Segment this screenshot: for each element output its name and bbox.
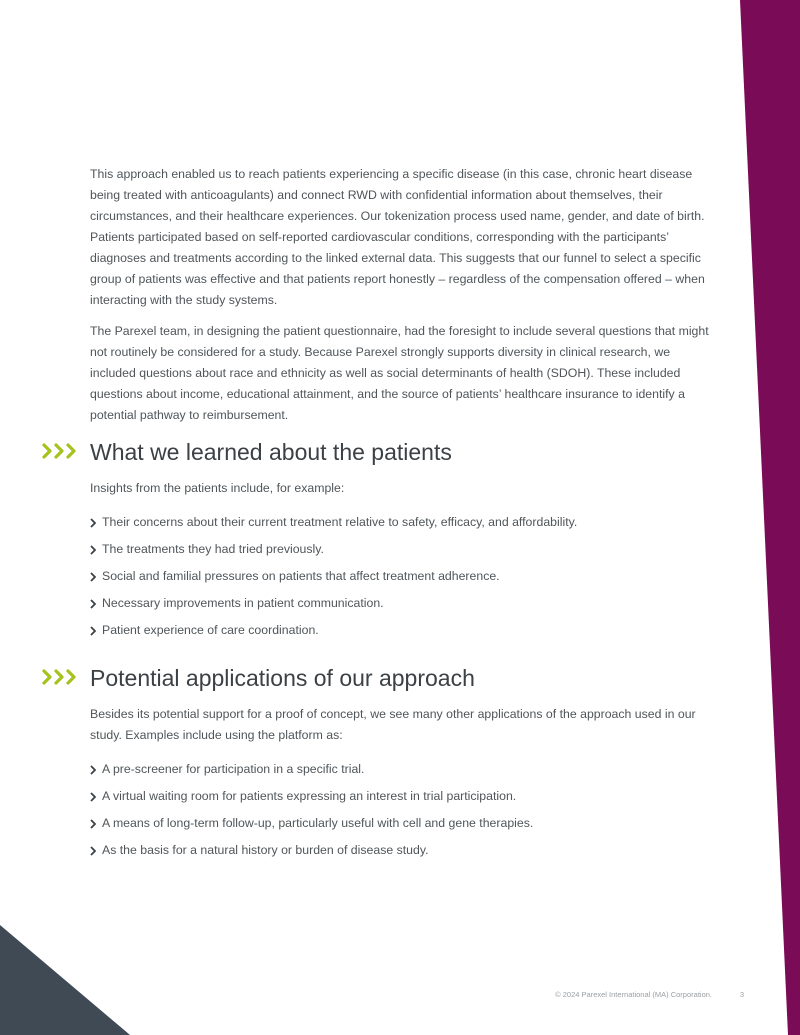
- triple-chevron-right-icon: [42, 443, 80, 459]
- body-paragraph: This approach enabled us to reach patients experiencing a specific disease (in this case, chronic heart disease being treated with anticoagulants) and connect RWD with confidential information about themselves, their circumstances, and their healthcare experiences. Our tokenization process used name, gender, and date of birth. Patients participated based on self-reported cardiovascular conditions, corresponding with the participants’ diagnoses and treatments according to the linked external data. This suggests that our funnel to select a specific group of patients was effective and that patients report honestly – regardless of the compensation offered – when interacting with the study systems.: [90, 167, 705, 307]
- list-item: [90, 617, 710, 644]
- page-number: 3: [739, 990, 744, 999]
- section-intro: Insights from the patients include, for example:: [90, 481, 345, 495]
- list-item-text: A means of long-term follow-up, particularly useful with cell and gene therapies.: [102, 816, 534, 830]
- section-heading-block: [90, 662, 710, 694]
- list-item-text: Necessary improvements in patient communication.: [102, 596, 384, 610]
- list-item-text: The treatments they had tried previously.: [102, 542, 324, 556]
- body-paragraph: The Parexel team, in designing the patient questionnaire, had the foresight to include several questions that might not routinely be considered for a study. Because Parexel strongly supports diversity in clinical research, we included questions about race and ethnicity as well as social determinants of health (SDOH). These included questions about income, educational attainment, and the source of patients’ healthcare insurance to identify a potential pathway to reimbursement.: [90, 324, 709, 422]
- list-item-text: As the basis for a natural history or burden of disease study.: [102, 843, 429, 857]
- list-item: [90, 783, 710, 810]
- list-item-text: Social and familial pressures on patients that affect treatment adherence.: [102, 569, 500, 583]
- magenta-side-band: [740, 0, 800, 1035]
- list-item: [90, 590, 710, 617]
- list-item: [90, 563, 710, 590]
- chevron-right-icon: [90, 846, 96, 856]
- list-item: [90, 756, 710, 783]
- list-item-text: A pre-screener for participation in a specific trial.: [102, 762, 365, 776]
- list-item: [90, 837, 710, 864]
- list-item: [90, 810, 710, 837]
- list-item-text: A virtual waiting room for patients expressing an interest in trial participation.: [102, 789, 517, 803]
- list-item: [90, 509, 710, 536]
- bullet-list: [90, 756, 710, 864]
- slate-corner-triangle: [0, 925, 130, 1035]
- chevron-right-icon: [90, 765, 96, 775]
- section-heading: What we learned about the patients: [90, 439, 452, 465]
- chevron-right-icon: [90, 572, 96, 582]
- list-item: [90, 536, 710, 563]
- triple-chevron-right-icon: [42, 669, 80, 685]
- section-intro: Besides its potential support for a proof of concept, we see many other applications of the approach used in our study. Examples include using the platform as:: [90, 707, 696, 742]
- section-heading: Potential applications of our approach: [90, 665, 475, 691]
- copyright-text: © 2024 Parexel International (MA) Corporation.: [555, 990, 712, 999]
- chevron-right-icon: [90, 626, 96, 636]
- chevron-right-icon: [90, 599, 96, 609]
- bullet-list: [90, 509, 710, 644]
- page-content: [90, 164, 710, 882]
- list-item-text: Their concerns about their current treatment relative to safety, efficacy, and affordability.: [102, 515, 578, 529]
- chevron-right-icon: [90, 819, 96, 829]
- list-item-text: Patient experience of care coordination.: [102, 623, 319, 637]
- chevron-right-icon: [90, 518, 96, 528]
- section-heading-block: [90, 436, 710, 468]
- chevron-right-icon: [90, 792, 96, 802]
- chevron-right-icon: [90, 545, 96, 555]
